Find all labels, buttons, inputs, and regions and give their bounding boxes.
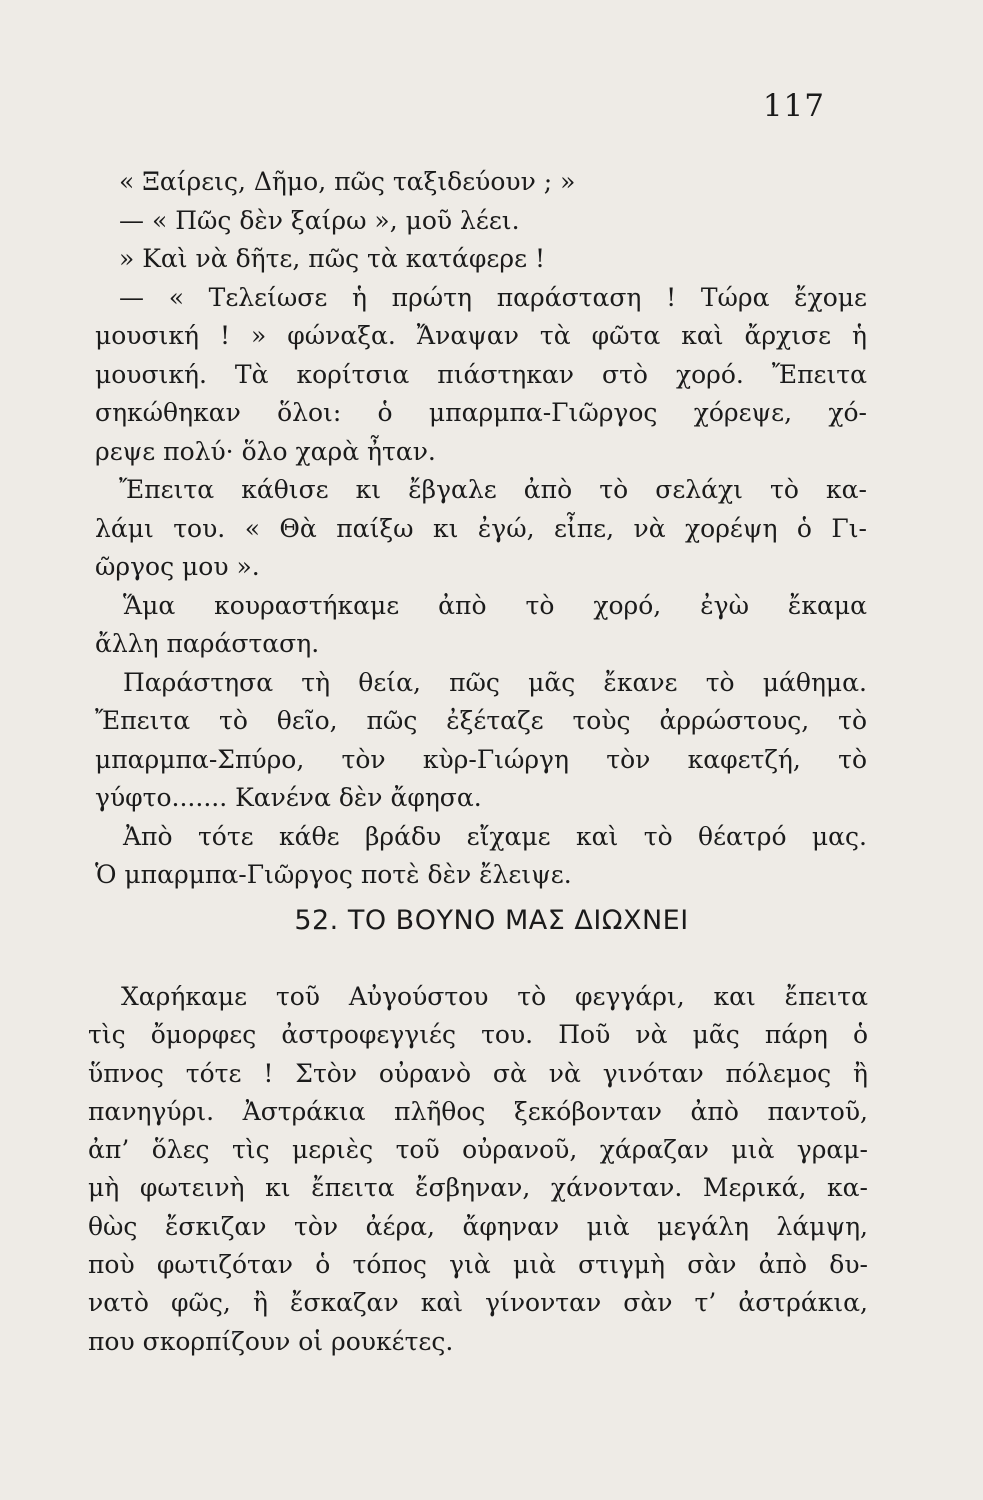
story-text-section-2 [88,978,868,1361]
text-line: ρεψε πολύ· ὅλο χαρὰ ἦταν. [95,436,436,466]
text-line: ἄλλη παράσταση. [95,629,320,658]
text-line: » Καὶ νὰ δῆτε, πῶς τὰ κατάφερε ! [119,244,546,273]
section-heading-text: 52. ΤΟ ΒΟΥΝΟ ΜΑΣ ΔΙΩΧΝΕΙ [294,905,689,936]
story-text-section [95,163,867,895]
text-line: « Ξαίρεις, Δῆμο, πῶς ταξιδεύουν ; » [119,167,576,196]
text-line: ποὺ φωτιζόταν ὁ τόπος γιὰ μιὰ στιγμὴ σὰν ἀπὸ δυ- [88,1250,868,1280]
text-line: τὶς ὄμορφες ἀστροφεγγιές του. Ποῦ νὰ μᾶς πάρη ὁ [88,1020,868,1050]
section-heading [0,905,983,936]
text-line: γύφτο....... Κανένα δὲν ἄφησα. [95,783,482,812]
text-line: θὼς ἔσκιζαν τὸν ἀέρα, ἄφηναν μιὰ μεγάλη λάμψη, [88,1211,868,1241]
text-line: ὕπνος τότε ! Στὸν οὐρανὸ σὰ νὰ γινόταν πόλεμος ἢ [88,1058,868,1088]
text-line: σηκώθηκαν ὅλοι: ὁ μπαρμπα-Γιῶργος χόρεψε, χό- [95,398,867,427]
text-line: ἀπ’ ὅλες τὶς μεριὲς τοῦ οὐρανοῦ, χάραζαν μιὰ γραμ- [88,1135,868,1165]
text-line: — « Πῶς δὲν ξαίρω », μοῦ λέει. [119,205,520,235]
text-line: μουσική ! » φώναξα. Ἄναψαν τὰ φῶτα καὶ ἄρχισε ἡ [95,321,867,350]
text-line: Ἔπειτα κάθισε κι ἔβγαλε ἀπὸ τὸ σελάχι τὸ κα- [119,475,867,504]
text-line: Παράστησα τὴ θεία, πῶς μᾶς ἔκανε τὸ μάθημα. [123,667,867,697]
page-number: 117 [762,88,825,124]
text-line: Χαρήκαμε τοῦ Αὐγούστου τὸ φεγγάρι, και ἔπειτα [121,982,868,1011]
text-line: πανηγύρι. Ἀστράκια πλῆθος ξεκόβονταν ἀπὸ παντοῦ, [88,1096,868,1126]
text-line: μπαρμπα-Σπύρο, τὸν κὺρ-Γιώργη τὸν καφετζή, τὸ [95,744,867,774]
text-line: μουσική. Τὰ κορίτσια πιάστηκαν στὸ χορό. Ἔπειτα [95,359,867,389]
text-line: Ἀπὸ τότε κάθε βράδυ εἴχαμε καὶ τὸ θέατρό μας. [123,821,867,851]
text-line: μὴ φωτεινὴ κι ἔπειτα ἔσβηναν, χάνονταν. Μερικά, κα- [88,1173,868,1203]
text-line: Ἔπειτα τὸ θεῖο, πῶς ἐξέταζε τοὺς ἀρρώστους, τὸ [95,706,867,735]
text-line: Ἅμα κουραστήκαμε ἀπὸ τὸ χορό, ἐγὼ ἔκαμα [123,590,867,620]
text-line: που σκορπίζουν οἱ ρουκέτες. [88,1326,454,1356]
text-line: — « Τελείωσε ἡ πρώτη παράσταση ! Τώρα ἔχομε [119,282,867,312]
text-line: νατὸ φῶς, ἢ ἔσκαζαν καὶ γίνονταν σὰν τ’ ἀστράκια, [88,1288,868,1318]
text-line: ῶργος μου ». [95,552,260,581]
text-line: Ὁ μπαρμπα-Γιῶργος ποτὲ δὲν ἔλειψε. [95,860,572,889]
text-line: λάμι του. « Θὰ παίξω κι ἐγώ, εἶπε, νὰ χορέψη ὁ Γι- [95,513,867,543]
